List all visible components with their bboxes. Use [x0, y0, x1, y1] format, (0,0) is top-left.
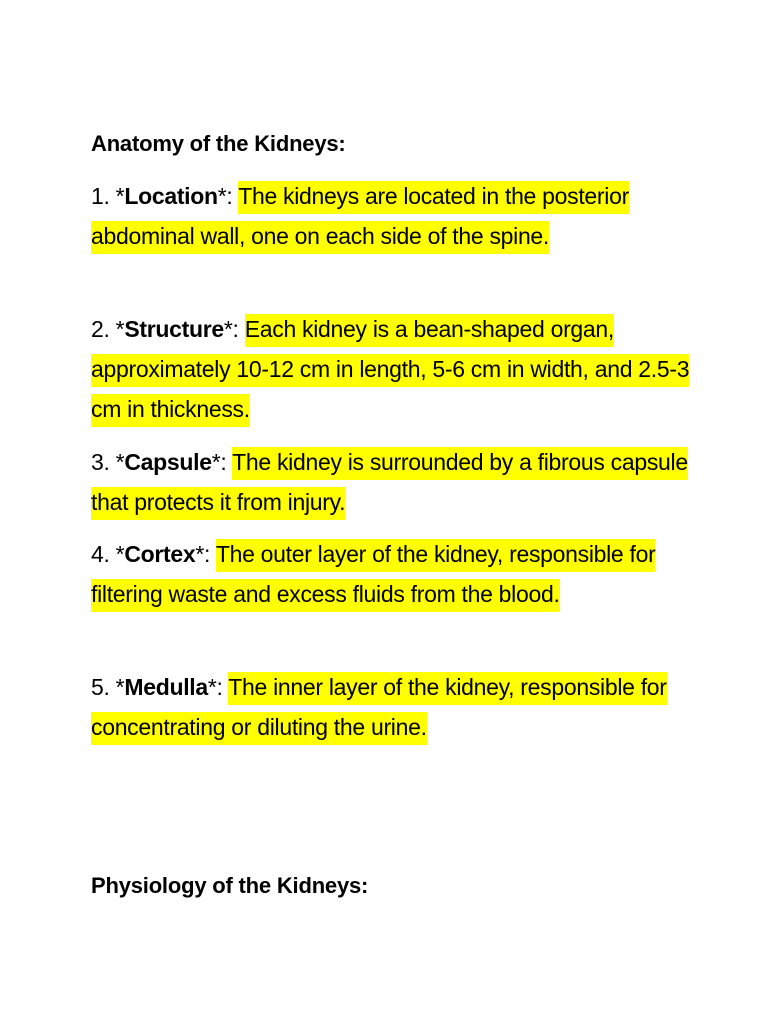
item-term: Structure — [124, 316, 224, 342]
highlighted-text: The inner layer of the kidney, responsible for concentrating or diluting the urine. — [91, 672, 667, 745]
highlighted-text: Each kidney is a bean-shaped organ, approximately 10-12 cm in length, 5-6 cm in width, and 2.5-3 cm in thickness. — [91, 314, 689, 427]
list-item-capsule: 3. *Capsule*: The kidney is surrounded by a fibrous capsule that protects it from injury. — [91, 442, 691, 522]
item-number: 2. — [91, 316, 110, 342]
item-term: Location — [124, 183, 218, 209]
item-number: 3. — [91, 449, 110, 475]
list-item-cortex: 4. *Cortex*: The outer layer of the kidney, responsible for filtering waste and excess fluids from the blood. — [91, 534, 691, 614]
section-heading-physiology: Physiology of the Kidneys: — [91, 873, 369, 898]
item-number: 5. — [91, 674, 110, 700]
highlighted-text: The kidneys are located in the posterior abdominal wall, one on each side of the spine. — [91, 181, 629, 254]
section-heading-anatomy: Anatomy of the Kidneys: — [91, 131, 346, 156]
highlighted-text: The kidney is surrounded by a fibrous capsule that protects it from injury. — [91, 447, 688, 520]
item-number: 4. — [91, 541, 110, 567]
item-term: Capsule — [124, 449, 212, 475]
item-number: 1. — [91, 183, 110, 209]
list-item-location: 1. *Location*: The kidneys are located in the posterior abdominal wall, one on each side of the spine. — [91, 176, 691, 256]
highlighted-text: The outer layer of the kidney, responsible for filtering waste and excess fluids from the blood. — [91, 539, 655, 612]
item-term: Cortex — [124, 541, 196, 567]
list-item-structure: 2. *Structure*: Each kidney is a bean-shaped organ, approximately 10-12 cm in length, 5-6 cm in width, and 2.5-3 cm in thickness. — [91, 309, 691, 429]
item-term: Medulla — [124, 674, 208, 700]
list-item-medulla: 5. *Medulla*: The inner layer of the kidney, responsible for concentrating or diluting the urine. — [91, 667, 691, 747]
